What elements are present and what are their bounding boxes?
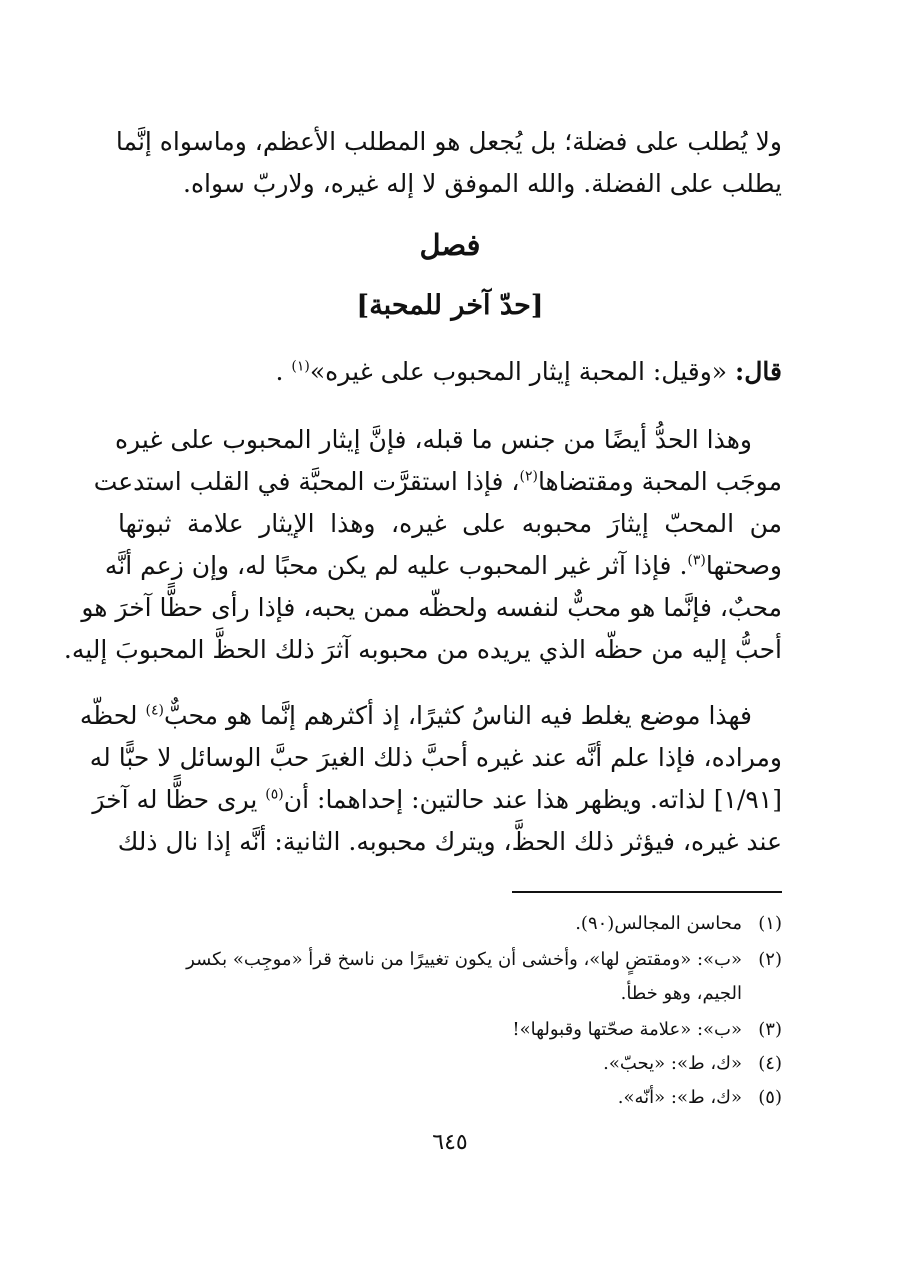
body-line: يطلب على الفضلة. والله الموفق لا إله غيره، ولاربّ سواه. — [183, 169, 782, 198]
body-line: أحبُّ إليه من حظّه الذي يريده من محبوبه آثرَ ذلك الحظَّ المحبوبَ إليه. — [63, 635, 782, 664]
footnote — [118, 944, 782, 976]
footnote-text: «ب»: «ومقتضٍ لها»، وأخشى أن يكون تغييرًا من ناسخ قرأ «موجِب» بكسر — [186, 949, 742, 970]
footnote — [118, 908, 782, 940]
body-line — [104, 546, 782, 586]
footnote-ref: (٢) — [519, 468, 538, 485]
body-line — [93, 462, 782, 502]
body-line: ولا يُطلب على فضلة؛ بل يُجعل هو المطلب الأعظم، وماسواه إنَّما — [115, 127, 782, 156]
page-number: ٦٤٥ — [432, 1130, 468, 1155]
quote-text: «وقيل: المحبة إيثار المحبوب على غيره» — [309, 357, 728, 386]
footnote-text: «ك، ط»: «أنّه». — [617, 1087, 742, 1108]
footnote-number: (١) — [758, 913, 782, 934]
footnote — [118, 1014, 782, 1046]
footnote-number: (٤) — [758, 1053, 782, 1074]
body-line: وهذا الحدُّ أيضًا من جنس ما قبله، فإنَّ إيثار المحبوب على غيره — [114, 425, 752, 454]
footnote-number: (٢) — [758, 949, 782, 970]
footnote-text: محاسن المجالس(٩٠). — [575, 913, 742, 934]
body-line: ومراده، فإذا علم أنَّه عند غيره أحبَّ ذلك الغيرَ حبَّ الوسائل لا حبًّا له — [89, 743, 782, 772]
text-run: وصحتها — [705, 551, 782, 580]
body-line: محبٌ، فإنَّما هو محبٌّ لنفسه ولحظّه ممن يحبه، فإذا رأى حظًّا آخرَ هو — [81, 593, 782, 622]
footnote-text: «ك، ط»: «يحبّ». — [603, 1053, 742, 1074]
body-line — [79, 696, 782, 736]
quote-end: . — [275, 357, 284, 386]
text-run: فهذا موضع يغلط فيه الناسُ كثيرًا، إذ أكثرهم إنَّما هو محبٌّ — [163, 701, 752, 730]
footnote — [118, 1082, 782, 1114]
text-run: . فإذا آثر غير المحبوب عليه لم يكن محبًا له، وإن زعم أنَّه — [104, 551, 688, 580]
body-line — [92, 780, 782, 820]
text-run: [١/٩١] لذاته. ويظهر هذا عند حالتين: إحداهما: أن — [283, 785, 782, 814]
quote-line — [118, 352, 782, 392]
body-line: عند غيره، فيؤثر ذلك الحظَّ، ويترك محبوبه. الثانية: أنَّه إذا نال ذلك — [117, 827, 782, 856]
footnote — [118, 978, 782, 1010]
footnote-ref: (٣) — [687, 552, 706, 569]
quote-label: قال: — [735, 357, 782, 386]
text-run: يرى حظًّا له آخرَ — [92, 785, 266, 814]
body-line: من المحبّ إيثارَ محبوبه على غيره، وهذا الإيثار علامة ثبوتها — [118, 509, 782, 538]
footnote-divider — [512, 891, 782, 893]
footnote-ref: (٥) — [265, 786, 284, 803]
footnote-ref: (١) — [291, 358, 310, 375]
footnote-number: (٣) — [758, 1019, 782, 1040]
section-subtitle: [حدّ آخر للمحبة] — [356, 290, 544, 321]
text-run: موجَب المحبة ومقتضاها — [537, 467, 782, 496]
footnote — [118, 1048, 782, 1080]
section-title: فصل — [419, 228, 481, 262]
footnote-text: «ب»: «علامة صحّتها وقبولها»! — [512, 1019, 742, 1040]
footnote-text: الجيم، وهو خطأ. — [620, 983, 742, 1004]
text-run: لحظّه — [79, 701, 146, 730]
footnote-ref: (٤) — [145, 702, 164, 719]
footnote-number: (٥) — [758, 1087, 782, 1108]
text-run: ، فإذا استقرَّت المحبَّة في القلب استدعت — [93, 467, 520, 496]
